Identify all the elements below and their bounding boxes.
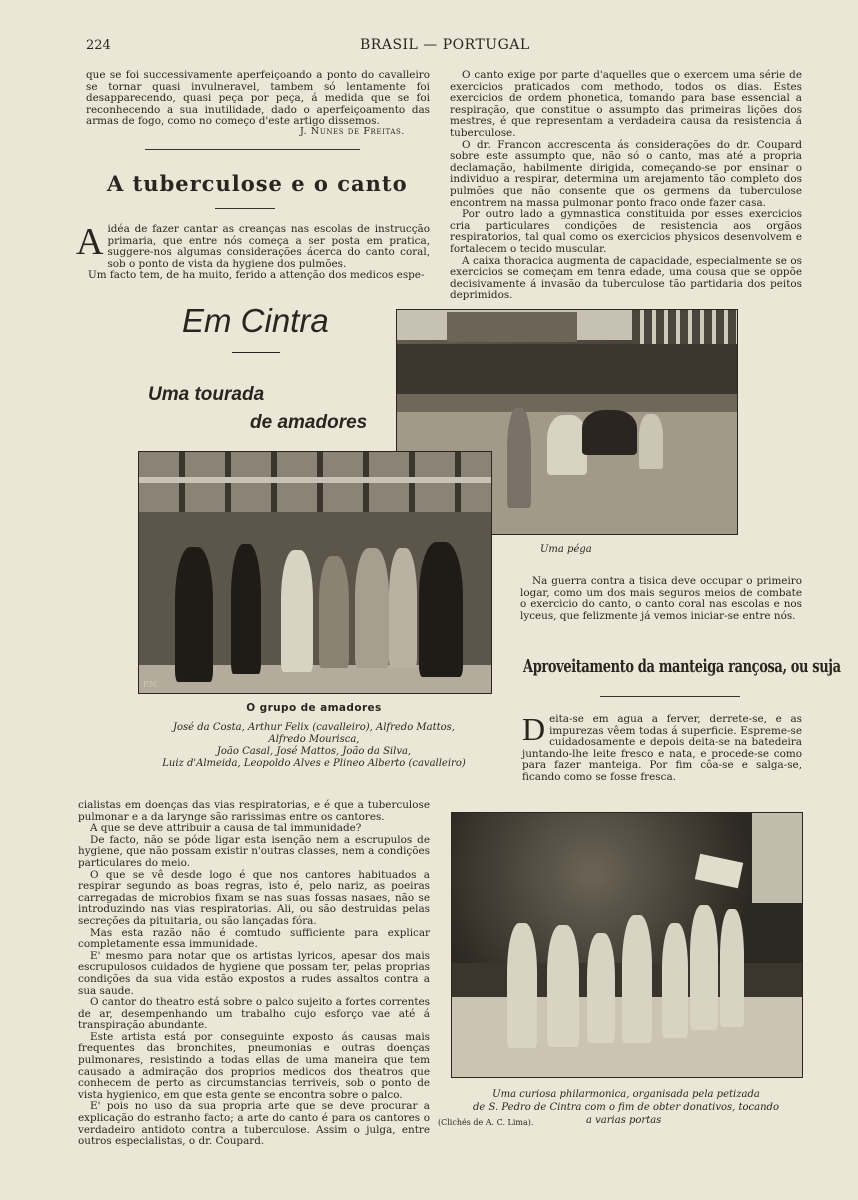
photo-credit: (Clichés de A. C. Lima). [438,1118,534,1127]
manteiga-divider [600,696,740,697]
article-ending-text: que se foi successivamente aperfeiçoando a ponto do cavalleiro se tornar quasi invulneravel, tambem só lentamente foi desapparecendo, quasi peça por peça, á medida que se foi reconhecendo a sua inutilidade, dado o aperfeiçoamento das armas de fogo, como no começo d'este artigo dissemos. [86,69,430,128]
feature-title-em-cintra: Em Cintra [182,302,329,339]
article-tuberculose-continued: cialistas em doenças das vias respiratorias, e é que a tuberculose pulmonar e a da larynge são rarissimas entre os cantores. A que se deve attribuir a causa de tal immunidade? De facto, não se póde ligar esta isenção nem a escrupulos de hygiene, que não possam existir n'outras classes, nem a condições particulares do meio. O que se vê desde logo é que nos cantores habituados a respirar segundo as boas regras, isto é, pelo nariz, as poeiras carregadas de microbios fixam se nas suas fossas nasaes, não se introduzindo nas vias respiratorias. Ali, ou são destruidas pelas secreções da pituitaria, ou são lançadas fóra. Mas esta razão não é comtudo sufficiente para explicar completamente essa immunidade. E' mesmo para notar que os artistas lyricos, apesar dos mais escrupulosos cuidados de hygiene que possam ter, pelas proprias condições da sua vida estão expostos a rudes assaltos contra a sua saude. O cantor do theatro está sobre o palco sujeito a fortes correntes de ar, desempenhando um trabalho cujo esforço vae até á transpiração abundante. Este artista está por conseguinte exposto ás causas mais frequentes das bronchites, pneumonias e outras doenças pulmonares, resistindo a todas ellas de uma maneira que tem causado a admiração dos proprios medicos dos theatros que conhecem de perto as circumstancias terriveis, sob o ponto de vista hygienico, em que esta gente se encontra sobre o palco. E' pois no uso da sua propria arte que se deve procurar a explicação do estranho facto; a arte do canto é para os cantores o verdadeiro antidoto contra a tuberculose. Assim o julga, entre outros especialistas, o dr. Coupard. [78,799,430,1148]
photo-grupo-amadores [138,451,492,694]
photo-mark: P.N. [143,680,159,689]
feature-subtitle-1: Uma tourada [148,384,265,405]
dropcap-d: D [522,711,546,747]
article-canto-column: O canto exige por parte d'aquelles que o exercem uma série de exercicios praticados com methodo, todos os dias. Estes exercicios de ordem phonetica, tomando para base essencial a respiração, que constitue o assumpto das primeiras lições dos mestres, é que representam a verdadeira causa da resistencia á tuberculose. O dr. Francon accrescenta ás considerações do dr. Coupard sobre este assumpto que, não só o canto, mas até a propria declamação, habilmente dirigida, começando-se por ensinar o individuo a respirar, determina um arejamento tão completo dos pulmões que não consente que os germens da tuberculose encontrem na massa pulmonar ponto fraco onde fazer casa. Por outro lado a gymnastica constituida por esses exercicios cria particulares condições de resistencia aos orgãos respiratorios, tal qual como os exercicios physicos desenvolvem e fortalecem o tecido muscular. A caixa thoracica augmenta de capacidade, especialmente se os exercicios se começam em tenra edade, uma cousa que se oppõe decisivamente á invasão da tuberculose tão partidaria dos peitos deprimidos. [450,69,802,302]
caption-philarmonica: Uma curiosa philarmonica, organisada pela petizada de S. Pedro de Cintra com o fim de obter donativos, tocando [473,1089,779,1113]
page-number: 224 [86,38,111,53]
title-underline [215,208,275,209]
dropcap-a: A [76,221,104,263]
photo-philarmonica [451,812,803,1078]
caption-pega: Uma péga [540,544,592,555]
article-title-manteiga: Aproveitamento da manteiga rançosa, ou suja [523,656,841,677]
feature-subtitle-2: de amadores [250,412,368,433]
author-signature: J. Nunes de Freitas. [300,126,406,137]
caption-philarmonica-end: a varias portas [586,1115,662,1126]
article-title-tuberculose: A tuberculose e o canto [107,171,408,196]
article-tuberculose-body: A idéa de fazer cantar as creanças nas escolas de instrucção primaria, que entre nós começa a ser posta em pratica, suggere-nos algumas considerações ácerca do canto coral, sob o ponto de vista da hygiene dos pulmões. Um facto tem, de ha muito, ferido a attenção dos medicos espe- [76,221,430,282]
ornament-rule [232,352,280,353]
caption-grupo-title: O grupo de amadores [246,702,382,714]
article-manteiga-body: D eita-se em agua a ferver, derrete-se, e as impurezas vêem todas á superficie. Espreme-se cuidadosamente e depois deita-se na batedeira juntando-lhe leite fresco e nata, e procede-se como para fazer manteiga. Por fim côa-se e salga-se, ficando como se fosse fresca. [522,711,802,783]
guerra-paragraph: Na guerra contra a tisica deve occupar o primeiro logar, como um dos mais seguros meios de combate o exercicio do canto, o canto coral nas escolas e nos lyceus, que felizmente já vemos iniciar-se entre nós. [520,575,802,622]
magazine-title: BRASIL — PORTUGAL [360,37,530,53]
section-divider [145,149,360,150]
caption-grupo-names: José da Costa, Arthur Felix (cavalleiro), Alfredo Mattos, Alfredo Mourisca, João Casal, José Mattos, João da Silva, Luiz d'Almeida, Leopoldo Alves e Plineo Alberto (cavalleiro) [162,722,466,769]
